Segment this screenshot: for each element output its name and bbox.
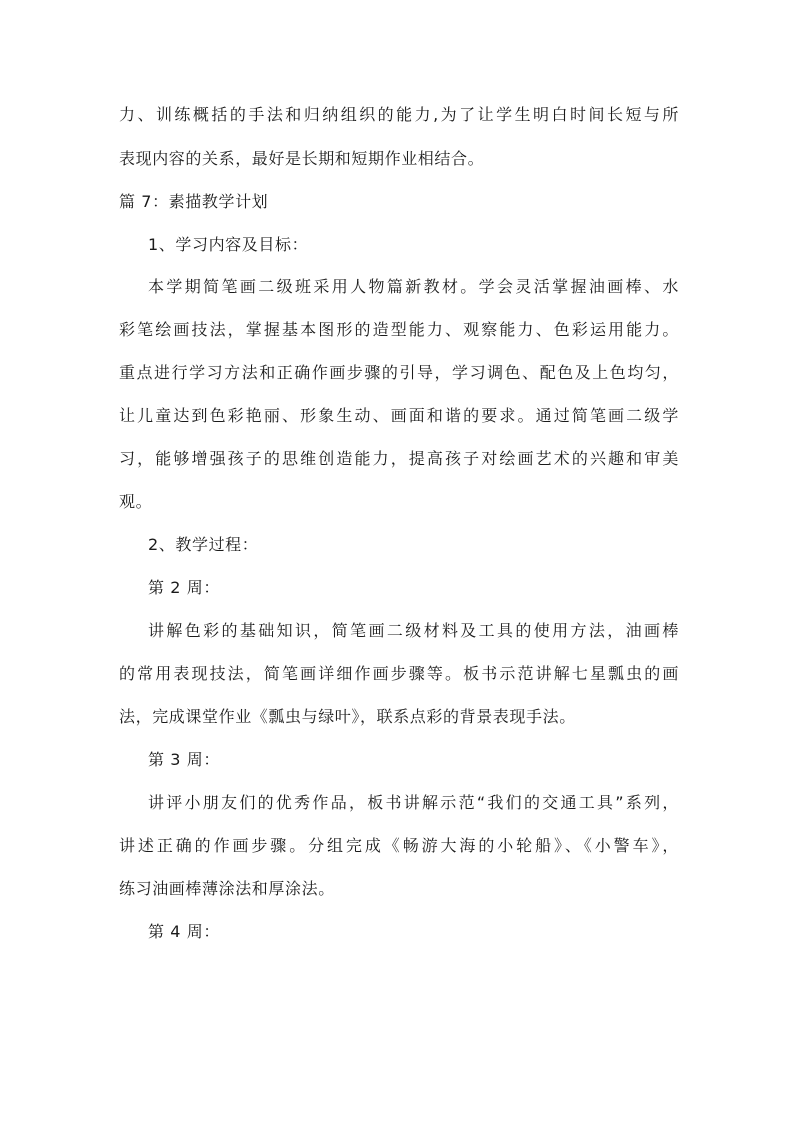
subsection-heading: 2、教学过程： xyxy=(148,535,259,554)
paragraph-line: 习，能够增强孩子的思维创造能力，提高孩子对绘画艺术的兴趣和审美 xyxy=(119,449,679,468)
paragraph-line: 讲述正确的作画步骤。分组完成《畅游大海的小轮船》、《小警车》， xyxy=(119,836,679,855)
paragraph-line: 本学期简笔画二级班采用人物篇新教材。学会灵活掌握油画棒、水 xyxy=(148,277,679,296)
section-heading: 篇 7：素描教学计划 xyxy=(119,192,269,211)
paragraph-line: 讲评小朋友们的优秀作品，板书讲解示范“我们的交通工具”系列， xyxy=(148,793,679,812)
paragraph-line: 表现内容的关系，最好是长期和短期作业相结合。 xyxy=(119,149,485,168)
subsection-heading: 1、学习内容及目标： xyxy=(148,235,309,254)
paragraph-line: 观。 xyxy=(119,492,153,511)
paragraph-line: 练习油画棒薄涂法和厚涂法。 xyxy=(119,879,335,898)
paragraph-line: 的常用表现技法，简笔画详细作画步骤等。板书示范讲解七星瓢虫的画 xyxy=(119,664,679,683)
week-heading: 第 3 周： xyxy=(148,750,220,769)
week-heading: 第 4 周： xyxy=(148,922,220,941)
paragraph-line: 彩笔绘画技法，掌握基本图形的造型能力、观察能力、色彩运用能力。 xyxy=(119,320,679,339)
paragraph-line: 讲解色彩的基础知识，简笔画二级材料及工具的使用方法，油画棒 xyxy=(148,621,679,640)
paragraph-line: 法，完成课堂作业《瓢虫与绿叶》，联系点彩的背景表现手法。 xyxy=(119,707,576,726)
paragraph-line: 力、训练概括的手法和归纳组织的能力,为了让学生明白时间长短与所 xyxy=(119,105,679,124)
paragraph-line: 重点进行学习方法和正确作画步骤的引导，学习调色、配色及上色均匀， xyxy=(119,363,679,382)
paragraph-line: 让儿童达到色彩艳丽、形象生动、画面和谐的要求。通过简笔画二级学 xyxy=(119,406,679,425)
week-heading: 第 2 周： xyxy=(148,578,220,597)
